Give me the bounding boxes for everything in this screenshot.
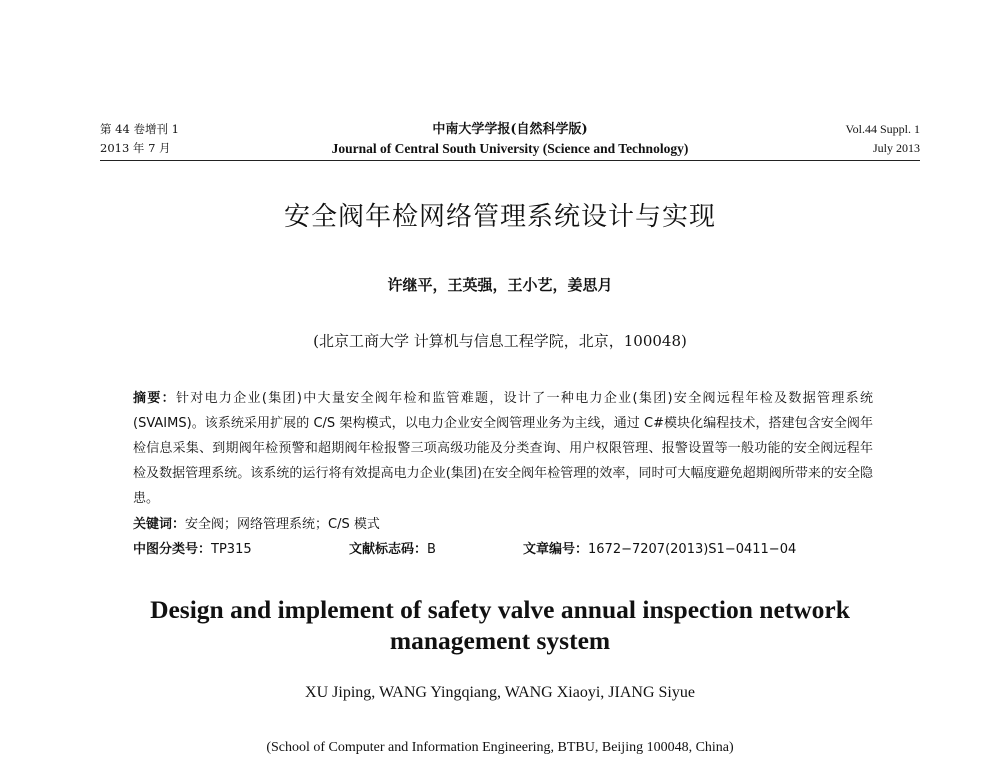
doc-code-label: 文献标志码： [349, 542, 428, 557]
abstract-text: 针对电力企业(集团)中大量安全阀年检和监管难题，设计了一种电力企业(集团)安全阀远程年检及数据管理系统(SVAIMS)。该系统采用扩展的 C/S 架构模式，以电力企业安全阀管理业务为主线，通过 C#模块化编程技术，搭建包含安全阀年检信息采集、到期阀年检预警和超期阀年检报警三项高级功能及分类查询、用户权限管理、报警设置等一般功能的安全阀远程年检及数据管理系统。该系统的运行将有效提高电力企业(集团)在安全阀年检管理的效率，同时可大幅度避免超期阀所带来的安全隐患。 [133, 391, 873, 506]
header-right [846, 120, 920, 158]
clc-number [133, 537, 252, 562]
journal-name-en: Journal of Central South University (Science and Technology) [331, 141, 689, 156]
volume-en: Vol.44 Suppl. 1 [845, 122, 920, 136]
keywords-label: 关键词： [133, 517, 186, 532]
affiliation-cn: (北京工商大学 计算机与信息工程学院，北京，100048) [313, 332, 687, 350]
abstract-cn [133, 386, 873, 511]
keywords-cn [133, 512, 380, 537]
doc-code-value: B [427, 542, 436, 557]
date-en: July 2013 [872, 141, 920, 155]
affiliation-en: (School of Computer and Information Engineering, BTBU, Beijing 100048, China) [266, 740, 734, 755]
clc-label: 中图分类号： [133, 542, 212, 557]
journal-name-cn: 中南大学学报(自然科学版) [432, 122, 588, 137]
abstract-label: 摘要： [133, 391, 176, 406]
paper-title-cn: 安全阀年检网络管理系统设计与实现 [283, 202, 716, 232]
volume-cn: 第 44 卷增刊 1 [100, 122, 179, 136]
authors-en: XU Jiping, WANG Yingqiang, WANG Xiaoyi, JIANG Siyue [305, 684, 695, 701]
article-number-value: 1672−7207(2013)S1−0411−04 [588, 542, 797, 557]
paper-title-en: Design and implement of safety valve annual inspection network management system [150, 595, 850, 655]
keywords-text: 安全阀；网络管理系统；C/S 模式 [185, 517, 380, 532]
authors-cn: 许继平，王英强，王小艺，姜思月 [387, 276, 613, 294]
journal-header [100, 120, 920, 161]
date-cn: 2013 年 7 月 [100, 141, 171, 155]
header-center [100, 120, 920, 158]
article-number-label: 文章编号： [523, 542, 589, 557]
article-number [523, 537, 796, 562]
clc-value: TP315 [211, 542, 252, 557]
document-code [349, 537, 436, 562]
